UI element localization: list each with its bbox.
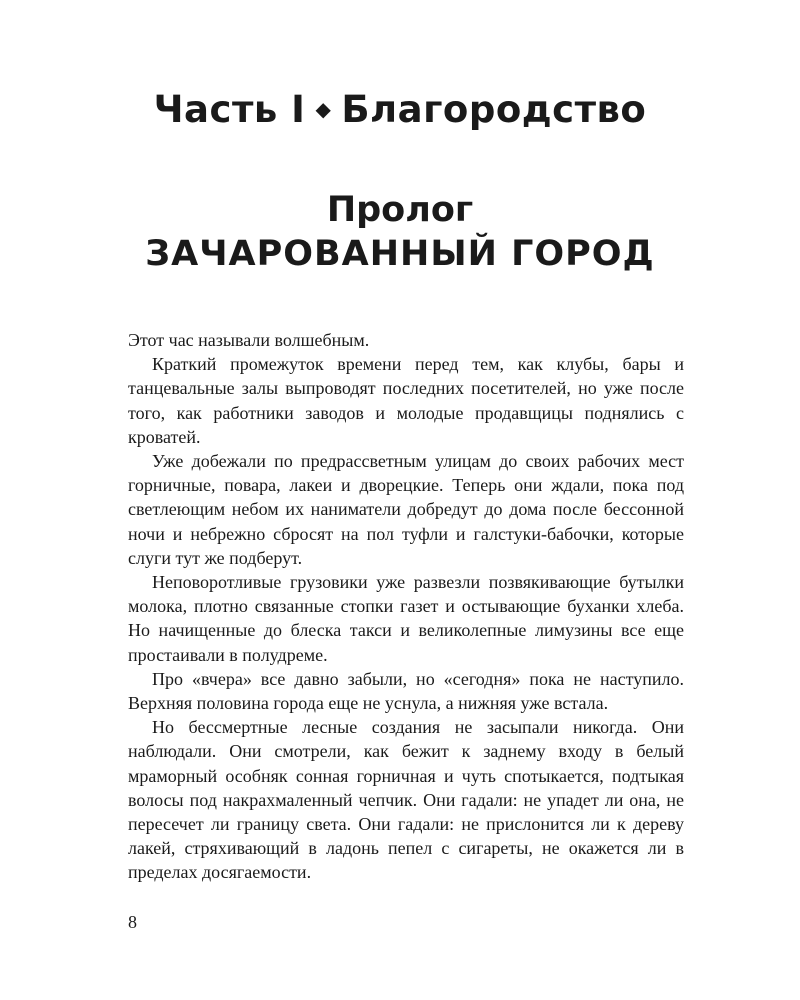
page-number: 8 (128, 912, 137, 932)
chapter-heading (0, 188, 800, 276)
part-title-text: Благородство (341, 88, 647, 131)
paragraph: Краткий промежуток времени перед тем, как клубы, бары и танцевальные залы выпроводят последних посетителей, но уже после того, как работники заводов и молодые продавщицы поднялись с кроватей. (128, 354, 684, 447)
paragraph: Уже добежали по предрассветным улицам до своих рабочих мест горничные, повара, лакеи и дворецкие. Теперь они ждали, пока под светлеющим небом их наниматели добредут до дома после бессонной ночи и небрежно сбросят на пол туфли и галстуки-бабочки, которые слуги тут же подберут. (128, 451, 684, 568)
body-text (128, 328, 684, 885)
paragraph: Неповоротливые грузовики уже развезли позвякивающие бутылки молока, плотно связанные стопки газет и остывающие буханки хлеба. Но начищенные до блеска такси и великолепные лимузины все еще простаивали в полудреме. (128, 572, 684, 665)
part-label: Часть I (153, 88, 306, 131)
paragraph: Про «вчера» все давно забыли, но «сегодня» пока не наступило. Верхняя половина города еще не уснула, а нижняя уже встала. (128, 668, 684, 714)
diamond-separator-icon: ◆ (315, 97, 332, 121)
part-heading (0, 88, 800, 131)
chapter-label: Пролог (326, 190, 474, 230)
chapter-title: ЗАЧАРОВАННЫЙ ГОРОД (145, 234, 655, 274)
paragraph: Этот час называли волшебным. (128, 330, 370, 350)
paragraph: Но бессмертные лесные создания не засыпали никогда. Они наблюдали. Они смотрели, как бежит к заднему входу в белый мраморный особняк сонная горничная и чуть спотыкается, подтыкая волосы под накрахмаленный чепчик. Они гадали: не упадет ли она, не пересечет ли границу света. Они гадали: не прислонится ли к дереву лакей, стряхивающий в ладонь пепел с сигареты, не окажется ли в пределах досягаемости. (128, 717, 684, 883)
